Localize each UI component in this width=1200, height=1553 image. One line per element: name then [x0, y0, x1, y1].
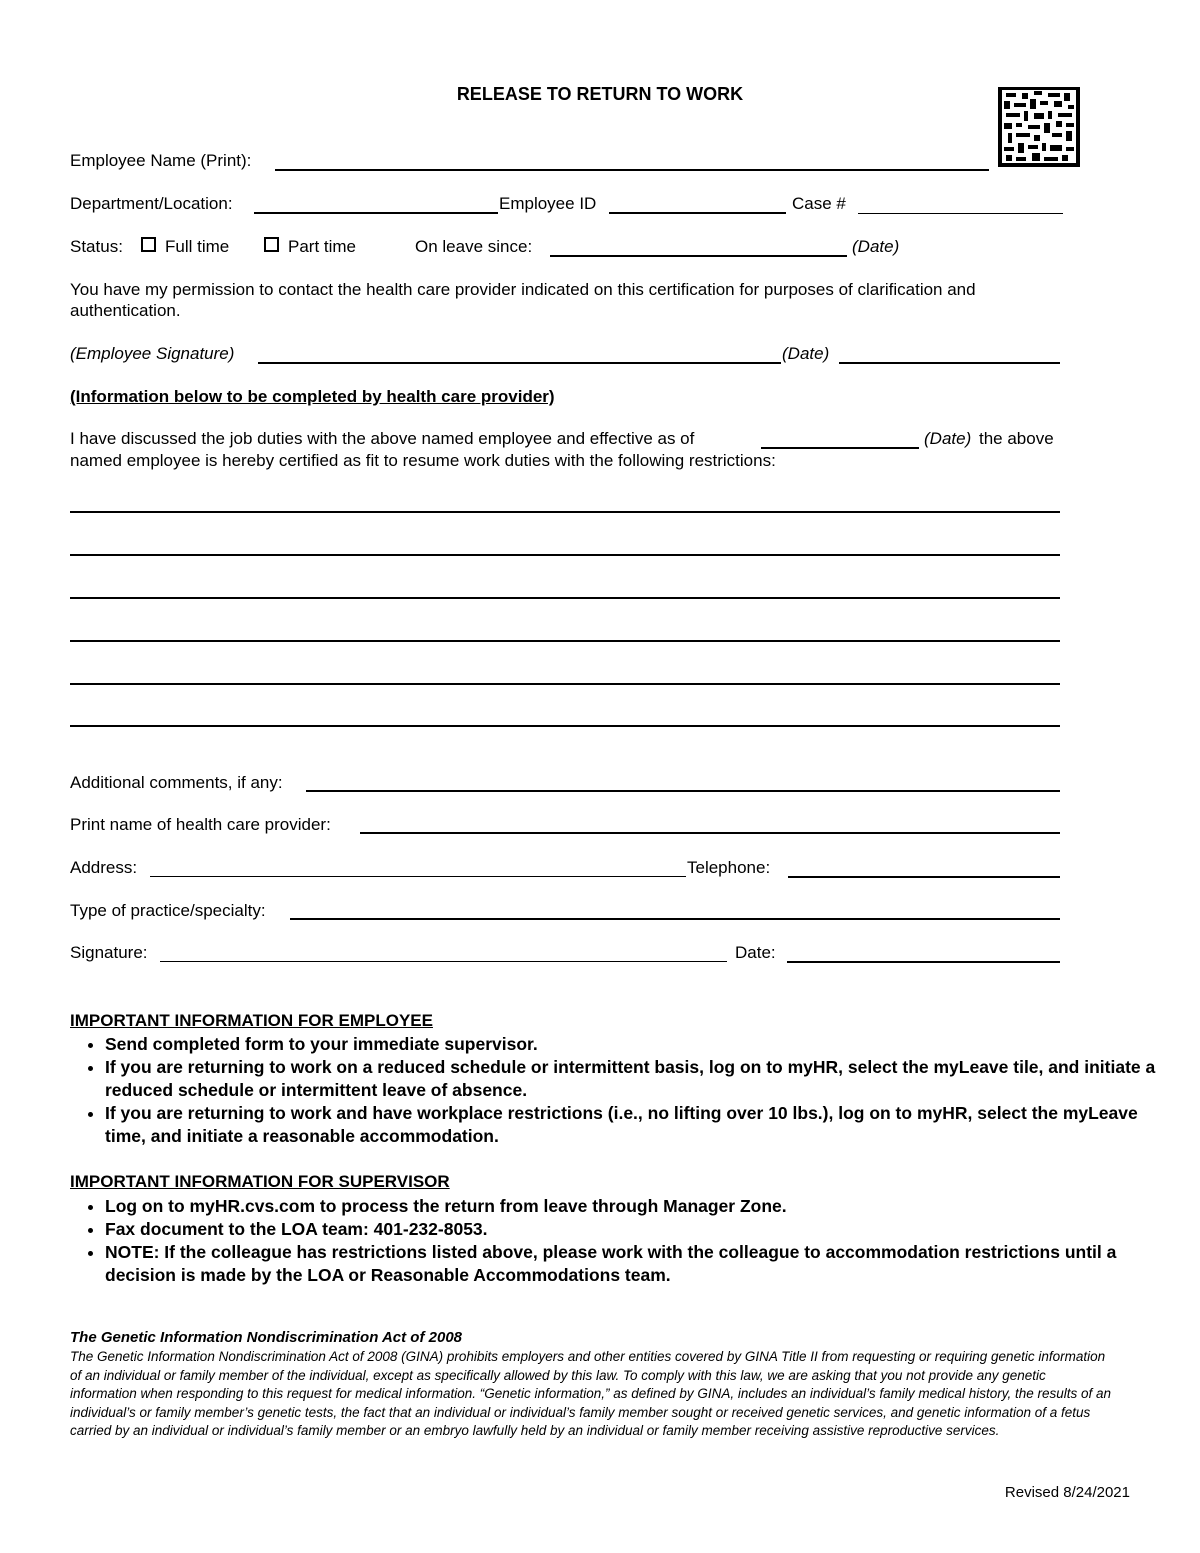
telephone-field[interactable] — [788, 876, 1060, 878]
department-field[interactable] — [254, 212, 498, 214]
comments-field[interactable] — [306, 790, 1060, 792]
provider-name-label: Print name of health care provider: — [70, 815, 331, 834]
supervisor-info-heading: IMPORTANT INFORMATION FOR SUPERVISOR — [70, 1172, 450, 1191]
full-time-checkbox[interactable] — [141, 237, 156, 252]
list-item: • Send completed form to your immediate supervisor. — [105, 1033, 1165, 1056]
effective-date-hint: (Date) — [924, 429, 972, 448]
list-item: • Fax document to the LOA team: 401-232-8053. — [105, 1218, 1165, 1241]
discussed-text-end: the above — [979, 429, 1054, 448]
restriction-line[interactable] — [70, 725, 1060, 727]
effective-date-field[interactable] — [761, 447, 919, 449]
provider-date-label: Date: — [735, 943, 776, 962]
restriction-line[interactable] — [70, 597, 1060, 599]
employee-signature-date-label: (Date) — [782, 344, 830, 363]
on-leave-label: On leave since: — [415, 237, 533, 256]
on-leave-date-field[interactable] — [550, 255, 847, 257]
provider-signature-label: Signature: — [70, 943, 148, 962]
case-number-label: Case # — [792, 194, 846, 213]
employee-signature-field[interactable] — [258, 362, 781, 364]
discussed-text-line2: named employee is hereby certified as fit to resume work duties with the following restrictions: — [70, 451, 776, 470]
part-time-label: Part time — [288, 237, 357, 256]
comments-label: Additional comments, if any: — [70, 773, 283, 792]
list-item: • NOTE: If the colleague has restrictions listed above, please work with the colleague to accommodation restrictions until a decision is made by the LOA or Reasonable Accommodations team. — [105, 1241, 1165, 1287]
list-item: • Log on to myHR.cvs.com to process the return from leave through Manager Zone. — [105, 1195, 1165, 1218]
employee-info-heading: IMPORTANT INFORMATION FOR EMPLOYEE — [70, 1011, 433, 1030]
page-title: RELEASE TO RETURN TO WORK — [456, 84, 744, 104]
qr-code-icon — [998, 87, 1080, 167]
status-label: Status: — [70, 237, 123, 256]
employee-name-label: Employee Name (Print): — [70, 151, 252, 170]
employee-id-field[interactable] — [609, 212, 786, 214]
address-field[interactable] — [150, 876, 686, 877]
restriction-line[interactable] — [70, 511, 1060, 513]
provider-section-heading: (Information below to be completed by health care provider) — [70, 387, 555, 406]
employee-signature-label: (Employee Signature) — [70, 344, 235, 363]
gina-title: The Genetic Information Nondiscrimination Act of 2008 — [70, 1329, 462, 1346]
provider-date-field[interactable] — [787, 961, 1060, 963]
practice-type-label: Type of practice/specialty: — [70, 901, 266, 920]
telephone-label: Telephone: — [687, 858, 771, 877]
address-label: Address: — [70, 858, 138, 877]
permission-text: You have my permission to contact the health care provider indicated on this certification for purposes of clarification and authentication. — [70, 280, 976, 320]
practice-type-field[interactable] — [290, 918, 1060, 920]
provider-signature-field[interactable] — [160, 961, 727, 962]
list-item: • If you are returning to work and have workplace restrictions (i.e., no lifting over 10 lbs.), log on to myHR, select the myLeave time, and initiate a reasonable accommodation. — [105, 1102, 1165, 1148]
employee-id-label: Employee ID — [499, 194, 597, 213]
gina-text: The Genetic Information Nondiscrimination Act of 2008 (GINA) prohibits employers and other entities covered by GINA Title II from requesting or requiring genetic information of an individual or family member of the individual, except as specifically allowed by this law. To comply with this law, we are asking that you not provide any genetic information when responding to this request for medical information. “Genetic information,” as defined by GINA, includes an individual’s family medical history, the results of an individual’s or family member’s genetic tests, the fact that an individual or individual’s family member sought or received genetic services, and genetic information of a fetus carried by an individual or individual’s family member or an embryo lawfully held by an individual or family member receiving assistive reproductive services. — [70, 1349, 1112, 1438]
full-time-label: Full time — [165, 237, 230, 256]
restriction-line[interactable] — [70, 683, 1060, 685]
on-leave-date-hint: (Date) — [852, 237, 900, 256]
list-item: • If you are returning to work on a reduced schedule or intermittent basis, log on to myHR, select the myLeave tile, and initiate a reduced schedule or intermittent leave of absence. — [105, 1056, 1165, 1102]
provider-name-field[interactable] — [360, 832, 1060, 834]
department-label: Department/Location: — [70, 194, 233, 213]
employee-name-field[interactable] — [275, 169, 989, 171]
case-number-field[interactable] — [858, 213, 1063, 214]
discussed-text: I have discussed the job duties with the above named employee and effective as of — [70, 429, 695, 448]
part-time-checkbox[interactable] — [264, 237, 279, 252]
employee-signature-date-field[interactable] — [839, 362, 1060, 364]
restriction-line[interactable] — [70, 640, 1060, 642]
revised-date: Revised 8/24/2021 — [1004, 1484, 1130, 1501]
supervisor-info-list — [70, 1195, 1165, 1287]
restriction-line[interactable] — [70, 554, 1060, 556]
employee-info-list — [70, 1033, 1165, 1148]
